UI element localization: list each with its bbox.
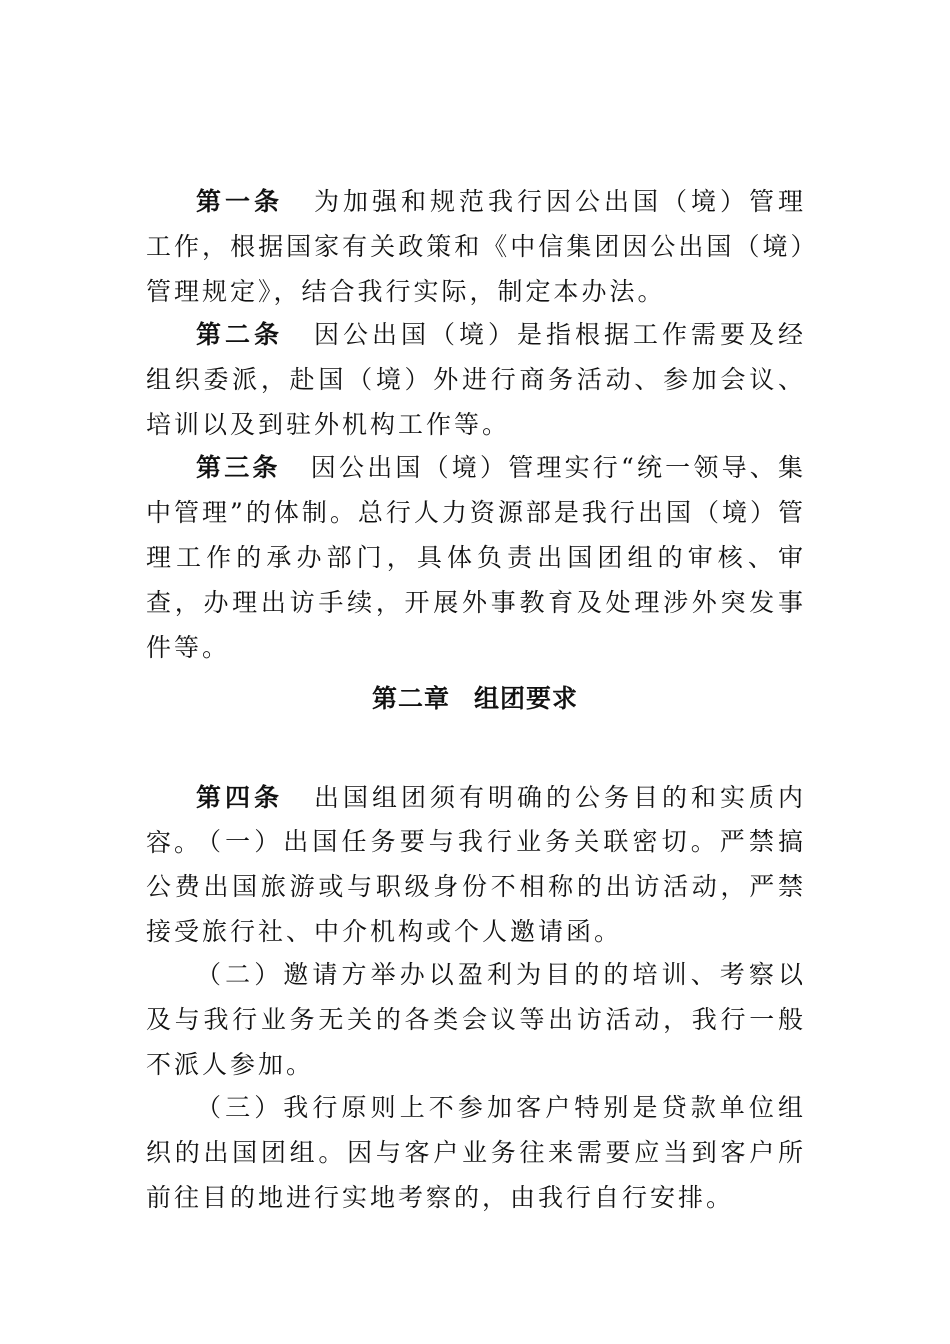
article-1-text: 为加强和规范我行因公出国（境）管理工作，根据国家有关政策和《中信集团因公出国（境）管理规定》，结合我行实际，制定本办法。 bbox=[146, 187, 806, 306]
item-2-text: （二）邀请方举办以盈利为目的的培训、考察以及与我行业务无关的各类会议等出访活动，我行一般不派人参加。 bbox=[146, 960, 806, 1079]
article-3-label: 第三条 bbox=[196, 453, 281, 482]
article-3 bbox=[146, 445, 806, 670]
item-3-text: （三）我行原则上不参加客户特别是贷款单位组织的出国团组。因与客户业务往来需要应当到客户所前往目的地进行实地考察的，由我行自行安排。 bbox=[146, 1093, 806, 1212]
article-2 bbox=[146, 312, 806, 447]
chapter-title: 组团要求 bbox=[474, 684, 579, 713]
article-3-text: 因公出国（境）管理实行“统一领导、集中管理”的体制。总行人力资源部是我行出国（境）管理工作的承办部门，具体负责出国团组的审核、审查，办理出访手续，开展外事教育及处理涉外突发事件等。 bbox=[146, 453, 806, 662]
article-1-label: 第一条 bbox=[196, 187, 283, 216]
article-4-text: 出国组团须有明确的公务目的和实质内容。 bbox=[146, 783, 806, 857]
article-2-label: 第二条 bbox=[196, 320, 283, 349]
chapter-heading bbox=[0, 676, 950, 721]
article-4-label: 第四条 bbox=[196, 783, 283, 812]
article-1 bbox=[146, 179, 806, 314]
item-1-text: （一）出国任务要与我行业务关联密切。严禁搞公费出国旅游或与职级身份不相称的出访活动，严禁接受旅行社、中介机构或个人邀请函。 bbox=[146, 827, 806, 946]
list-item bbox=[146, 1085, 806, 1220]
list-item bbox=[146, 819, 806, 954]
list-item bbox=[146, 952, 806, 1087]
chapter-number: 第二章 bbox=[371, 684, 450, 713]
article-2-text: 因公出国（境）是指根据工作需要及经组织委派，赴国（境）外进行商务活动、参加会议、培训以及到驻外机构工作等。 bbox=[146, 320, 806, 439]
